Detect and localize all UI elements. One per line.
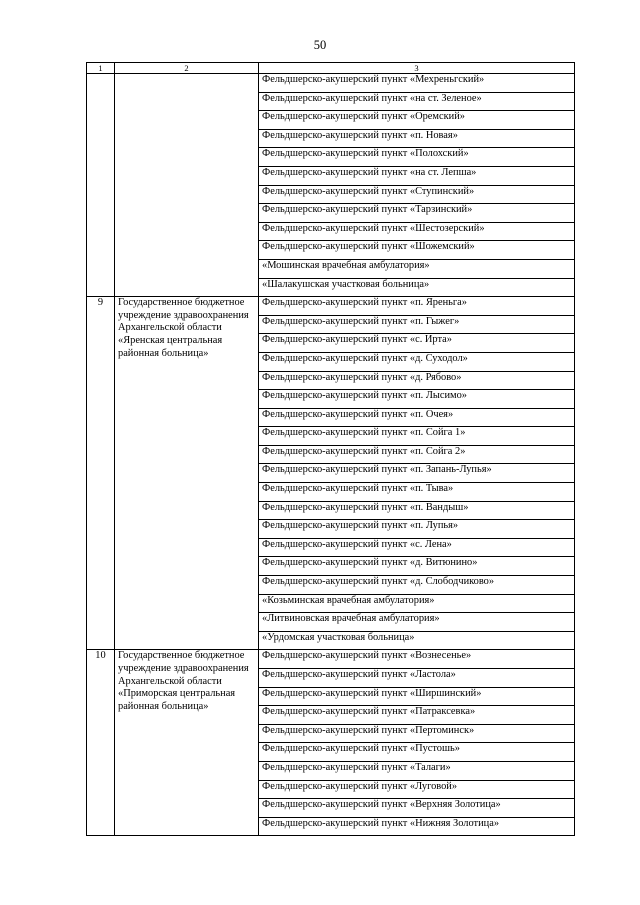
facility-name: «Шалакушская участковая больница» [259,278,575,297]
facility-name: Фельдшерско-акушерский пункт «Нижняя Золотица» [259,817,575,836]
facility-name: Фельдшерско-акушерский пункт «Ластола» [259,669,575,688]
table-row [87,74,575,93]
row-number [87,74,115,297]
facility-name: Фельдшерско-акушерский пункт «Верхняя Золотица» [259,799,575,818]
facility-name: «Мошинская врачебная амбулатория» [259,259,575,278]
facility-name: Фельдшерско-акушерский пункт «с. Лена» [259,538,575,557]
organization-name: Государственное бюджетное учреждение здравоохранения Архангельской области «Яренская центральная районная больница» [115,297,259,650]
facility-name: «Урдомская участковая больница» [259,631,575,650]
facility-name: «Литвиновская врачебная амбулатория» [259,613,575,632]
facility-name: Фельдшерско-акушерский пункт «п. Гыжег» [259,315,575,334]
table-header-row [87,63,575,74]
facility-name: Фельдшерско-акушерский пункт «Патраксевка» [259,706,575,725]
facilities-table [86,62,575,836]
facility-name: Фельдшерско-акушерский пункт «п. Яреньга» [259,297,575,316]
facility-name: Фельдшерско-акушерский пункт «п. Вандыш» [259,501,575,520]
facility-name: Фельдшерско-акушерский пункт «Шестозерский» [259,222,575,241]
facility-name: Фельдшерско-акушерский пункт «с. Ирта» [259,334,575,353]
facility-name: Фельдшерско-акушерский пункт «на ст. Зеленое» [259,92,575,111]
facility-name: Фельдшерско-акушерский пункт «п. Сойга 1» [259,427,575,446]
facility-name: Фельдшерско-акушерский пункт «Пустошь» [259,743,575,762]
facility-name: Фельдшерско-акушерский пункт «д. Рябово» [259,371,575,390]
facility-name: Фельдшерско-акушерский пункт «Мехреньгский» [259,74,575,93]
organization-name: Государственное бюджетное учреждение здравоохранения Архангельской области «Приморская центральная районная больница» [115,650,259,836]
facility-name: Фельдшерско-акушерский пункт «Шожемский» [259,241,575,260]
facility-name: Фельдшерско-акушерский пункт «Ширшинский» [259,687,575,706]
facility-name: Фельдшерско-акушерский пункт «п. Очея» [259,408,575,427]
facility-name: Фельдшерско-акушерский пункт «д. Суходол» [259,352,575,371]
facility-name: Фельдшерско-акушерский пункт «п. Новая» [259,129,575,148]
facility-name: Фельдшерско-акушерский пункт «на ст. Лепша» [259,166,575,185]
facility-name: Фельдшерско-акушерский пункт «п. Лупья» [259,520,575,539]
row-number: 9 [87,297,115,650]
facility-name: Фельдшерско-акушерский пункт «Полохский» [259,148,575,167]
facility-name: Фельдшерско-акушерский пункт «Тарзинский» [259,204,575,223]
facility-name: Фельдшерско-акушерский пункт «Вознесенье» [259,650,575,669]
table-row [87,650,575,669]
facility-name: Фельдшерско-акушерский пункт «Талаги» [259,761,575,780]
facility-name: Фельдшерско-акушерский пункт «д. Слободчиково» [259,576,575,595]
table-body [87,74,575,836]
facility-name: Фельдшерско-акушерский пункт «п. Запань-Лупья» [259,464,575,483]
header-col-3: 3 [259,63,575,74]
facility-name: «Козьминская врачебная амбулатория» [259,594,575,613]
facility-name: Фельдшерско-акушерский пункт «п. Сойга 2» [259,445,575,464]
page-number: 50 [313,38,327,52]
header-col-1: 1 [87,63,115,74]
facility-name: Фельдшерско-акушерский пункт «Пертоминск» [259,724,575,743]
header-col-2: 2 [115,63,259,74]
facility-name: Фельдшерско-акушерский пункт «п. Тыва» [259,483,575,502]
table-row [87,297,575,316]
facility-name: Фельдшерско-акушерский пункт «п. Лысимо» [259,390,575,409]
facility-name: Фельдшерско-акушерский пункт «Луговой» [259,780,575,799]
organization-name [115,74,259,297]
facility-name: Фельдшерско-акушерский пункт «д. Витюнино» [259,557,575,576]
row-number: 10 [87,650,115,836]
facility-name: Фельдшерско-акушерский пункт «Оремский» [259,111,575,130]
facility-name: Фельдшерско-акушерский пункт «Ступинский» [259,185,575,204]
